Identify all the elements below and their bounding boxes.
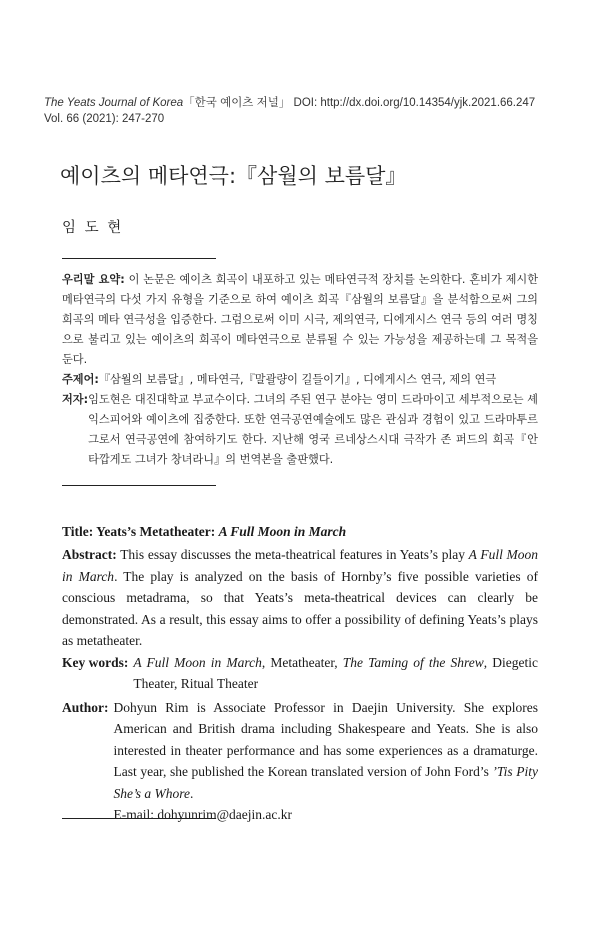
english-abstract	[62, 544, 538, 652]
english-keywords	[62, 652, 538, 695]
korean-author	[62, 390, 538, 470]
english-keywords-label: Key words:	[62, 654, 129, 670]
english-keywords-post: , Diegetic Theater, Ritual Theater	[133, 654, 539, 691]
divider-middle	[62, 485, 216, 486]
english-title-italic: A Full Moon in March	[218, 524, 347, 539]
korean-summary	[62, 270, 538, 470]
journal-name-en: The Yeats Journal of Korea	[44, 97, 184, 109]
english-keywords-text	[128, 652, 538, 695]
english-author-pre: Dohyun Rim is Associate Professor in Daejin University. She explores American and British drama including Shakespeare and Yeats. She is also interested in theater performance and has some experiences as a dramaturge. Last year, she published the Korean translated version of John Ford’s	[113, 699, 538, 779]
korean-abstract	[62, 270, 538, 370]
english-summary	[62, 544, 538, 826]
journal-header	[44, 95, 535, 127]
doi: DOI: http://dx.doi.org/10.14354/yjk.2021.66.247	[293, 97, 536, 109]
volume-info: Vol. 66 (2021): 247-270	[44, 113, 165, 125]
english-keywords-italic-1: A Full Moon in March	[133, 654, 262, 670]
author-email: E-mail: dohyunrim@daejin.ac.kr	[113, 807, 293, 822]
english-abstract-post: . The play is analyzed on the basis of Hornby’s five possible varieties of conscious metadrama, so that Yeats’s meta-theatrical devices can clearly be demonstrated. As a result, this essay aims to offer a possibility of defining Yeats’s plays as metatheater.	[62, 568, 538, 648]
english-abstract-label: Abstract:	[62, 547, 117, 562]
korean-author-text: 임도현은 대진대학교 부교수이다. 그녀의 주된 연구 분야는 영미 드라마이고 세부적으로는 셰익스피어와 예이츠에 집중한다. 또한 연극공연예술에도 많은 관심과 경험이 있고 드라마투르그로서 연극공연에 참여하기도 한다. 지난해 영국 르네상스시대 극작가 존 퍼드의 희곡『안타깝게도 그녀가 창녀라니』의 번역본을 출판했다.	[88, 393, 538, 466]
divider-bottom	[62, 818, 216, 819]
korean-author-label: 저자:	[62, 393, 89, 406]
english-title-label: Title: Yeats’s Metatheater:	[62, 524, 216, 539]
english-abstract-italic: A Full Moon in March	[62, 547, 539, 584]
header-line-1	[44, 95, 535, 111]
journal-name-kr: 「한국 예이츠 저널」	[183, 97, 291, 109]
english-keywords-italic-2: The Taming of the Shrew	[342, 654, 484, 670]
divider-top	[62, 258, 216, 259]
korean-keywords-label: 주제어:	[62, 373, 99, 386]
english-abstract-pre: This essay discusses the meta-theatrical features in Yeats’s play	[120, 547, 465, 562]
english-author-label: Author:	[62, 699, 109, 715]
korean-keywords-text: 『삼월의 보름달』, 메타연극,『말괄량이 길들이기』, 디에게시스 연극, 제의 연극	[98, 373, 497, 386]
korean-abstract-label: 우리말 요약:	[62, 273, 125, 286]
english-author-italic: ’Tis Pity She’s a Whore	[113, 764, 539, 801]
english-author	[62, 697, 538, 826]
english-keywords-mid: , Metatheater,	[261, 654, 338, 670]
english-author-post: .	[190, 785, 194, 801]
korean-keywords	[62, 370, 538, 390]
english-title	[62, 524, 346, 540]
author-name: 임 도 현	[62, 220, 124, 236]
article-title: 예이츠의 메타연극:『삼월의 보름달』	[60, 164, 407, 188]
english-author-text	[109, 697, 539, 826]
korean-abstract-text: 이 논문은 예이츠 희곡이 내포하고 있는 메타연극적 장치를 논의한다. 혼비가 제시한 메타연극의 다섯 가지 유형을 기준으로 하여 예이츠 희곡『삼월의 보름달』을 분석함으로써 그의 희곡의 메타 연극성을 입증한다. 그럼으로써 이미 시극, 제의연극, 디에게시스 연극 등의 여러 명칭으로 불리고 있는 예이츠의 희곡이 메타연극으로 분류될 수 있는 가능성을 제공하는데 그 목적을 둔다.	[62, 273, 539, 366]
